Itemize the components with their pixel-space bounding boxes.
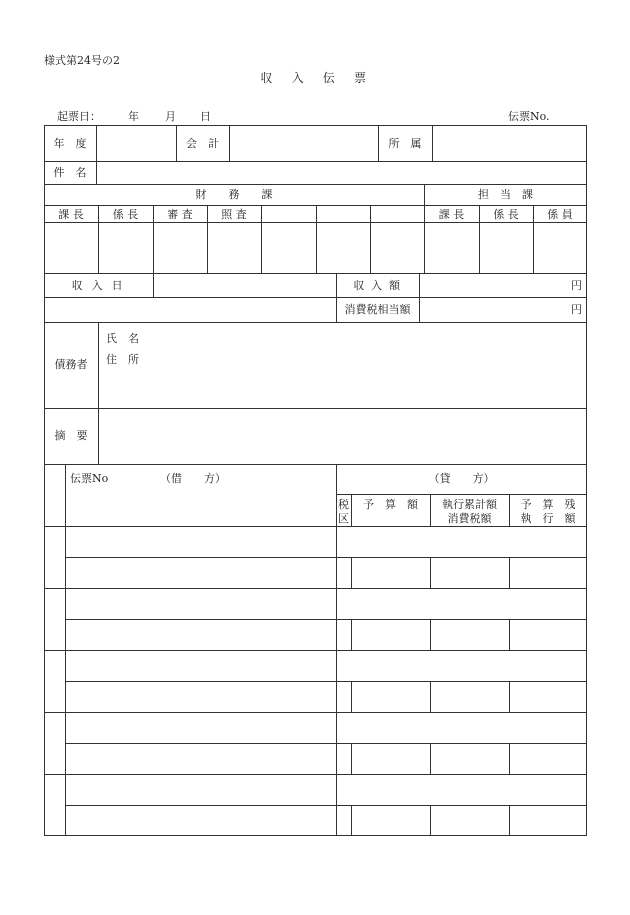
finance-subchief-label: 係 長 <box>112 208 139 221</box>
tax-yen-unit: 円 <box>571 303 582 316</box>
finance-check-label: 照 査 <box>221 208 247 221</box>
page-title: 収 入 伝 票 <box>260 71 370 85</box>
income-amount-label: 収 入 額 <box>353 279 402 292</box>
account-label: 会 計 <box>186 137 219 150</box>
budget-remaining-label: 予 算 残 <box>520 498 576 511</box>
debtor-address-label: 住 所 <box>106 353 139 366</box>
income-date-label: 収 入 日 <box>71 279 126 292</box>
form-number: 様式第24号の2 <box>44 54 120 67</box>
tax-division-label-1: 税 <box>338 498 349 511</box>
execution-total-label: 執行累計額 <box>442 498 497 511</box>
tax-division-label-2: 区 <box>338 512 349 525</box>
execution-amount-label: 執 行 額 <box>520 512 576 525</box>
ledger-slip-no-label: 伝票No <box>70 472 109 485</box>
issue-day-label: 日 <box>200 110 211 123</box>
debit-header: （借 方） <box>160 472 226 485</box>
finance-review-label: 審 査 <box>167 208 193 221</box>
income-yen-unit: 円 <box>571 279 582 292</box>
charge-chief-label: 課 長 <box>438 208 465 221</box>
slip-number-label: 伝票No. <box>508 110 550 123</box>
consumption-tax-amount-label: 消費税額 <box>447 512 492 525</box>
finance-section-header: 財 務 課 <box>195 188 273 201</box>
summary-label: 摘 要 <box>54 429 88 442</box>
charge-subchief-label: 係 長 <box>493 208 519 221</box>
subject-label: 件 名 <box>53 166 87 179</box>
issue-year-label: 年 <box>128 110 139 123</box>
consumption-tax-label: 消費税相当額 <box>344 303 411 316</box>
debtor-label: 債務者 <box>54 358 88 371</box>
credit-header: （貸 方） <box>428 472 495 485</box>
debtor-name-label: 氏 名 <box>106 332 139 345</box>
issue-month-label: 月 <box>165 110 176 123</box>
charge-staff-label: 係 員 <box>547 208 573 221</box>
charge-section-header: 担 当 課 <box>478 188 533 201</box>
budget-amount-label: 予 算 額 <box>363 498 418 511</box>
department-label: 所 属 <box>388 137 422 150</box>
finance-chief-label: 課 長 <box>58 208 84 221</box>
fiscal-year-label: 年 度 <box>53 137 87 150</box>
issue-date-label: 起票日： <box>57 110 101 123</box>
